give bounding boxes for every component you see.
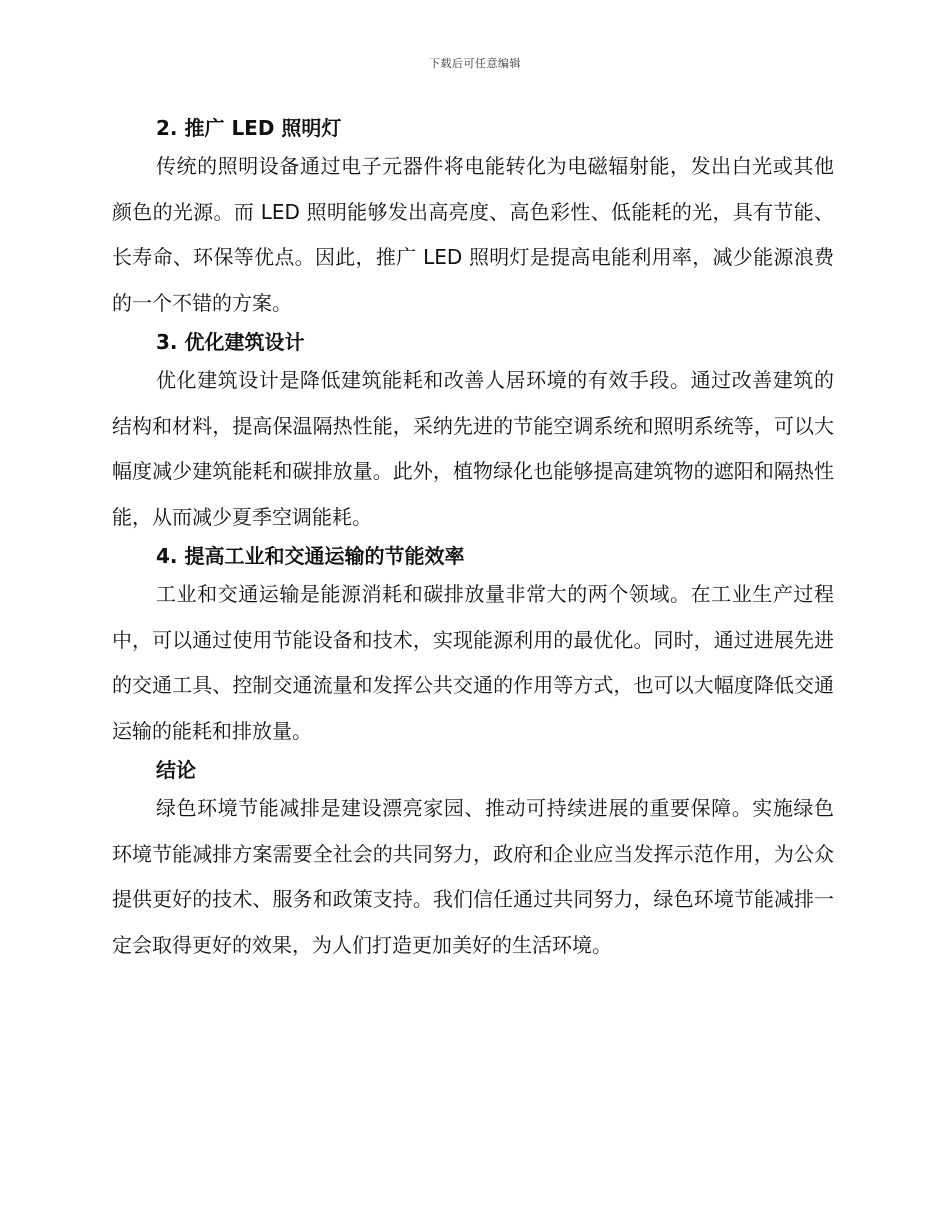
section-paragraph-building: 优化建筑设计是降低建筑能耗和改善人居环境的有效手段。通过改善建筑的结构和材料，提高保温隔热性能，采纳先进的节能空调系统和照明系统等，可以大幅度减少建筑能耗和碳排放量。此外，植物绿化也能够提高建筑物的遮阳和隔热性能，从而减少夏季空调能耗。 [112, 368, 834, 529]
page-header-note: 下载后可任意编辑 [429, 57, 521, 70]
section-heading-industry-transport: 4. 提高工业和交通运输的节能效率 [156, 544, 465, 568]
section-heading-conclusion: 结论 [156, 758, 196, 782]
document-body [112, 112, 834, 968]
section-heading-led: 2. 推广 LED 照明灯 [156, 116, 342, 140]
section-heading-building: 3. 优化建筑设计 [156, 330, 305, 354]
section-paragraph-conclusion: 绿色环境节能减排是建设漂亮家园、推动可持续进展的重要保障。实施绿色环境节能减排方案需要全社会的共同努力，政府和企业应当发挥示范作用，为公众提供更好的技术、服务和政策支持。我们信任通过共同努力，绿色环境节能减排一定会取得更好的效果，为人们打造更加美好的生活环境。 [112, 796, 834, 957]
section-paragraph-led: 传统的照明设备通过电子元器件将电能转化为电磁辐射能，发出白光或其他颜色的光源。而 LED 照明能够发出高亮度、高色彩性、低能耗的光，具有节能、长寿命、环保等优点。因此，推广 LED 照明灯是提高电能利用率，减少能源浪费的一个不错的方案。 [112, 154, 834, 315]
section-paragraph-industry-transport: 工业和交通运输是能源消耗和碳排放量非常大的两个领域。在工业生产过程中，可以通过使用节能设备和技术，实现能源利用的最优化。同时，通过进展先进的交通工具、控制交通流量和发挥公共交通的作用等方式，也可以大幅度降低交通运输的能耗和排放量。 [112, 582, 834, 743]
